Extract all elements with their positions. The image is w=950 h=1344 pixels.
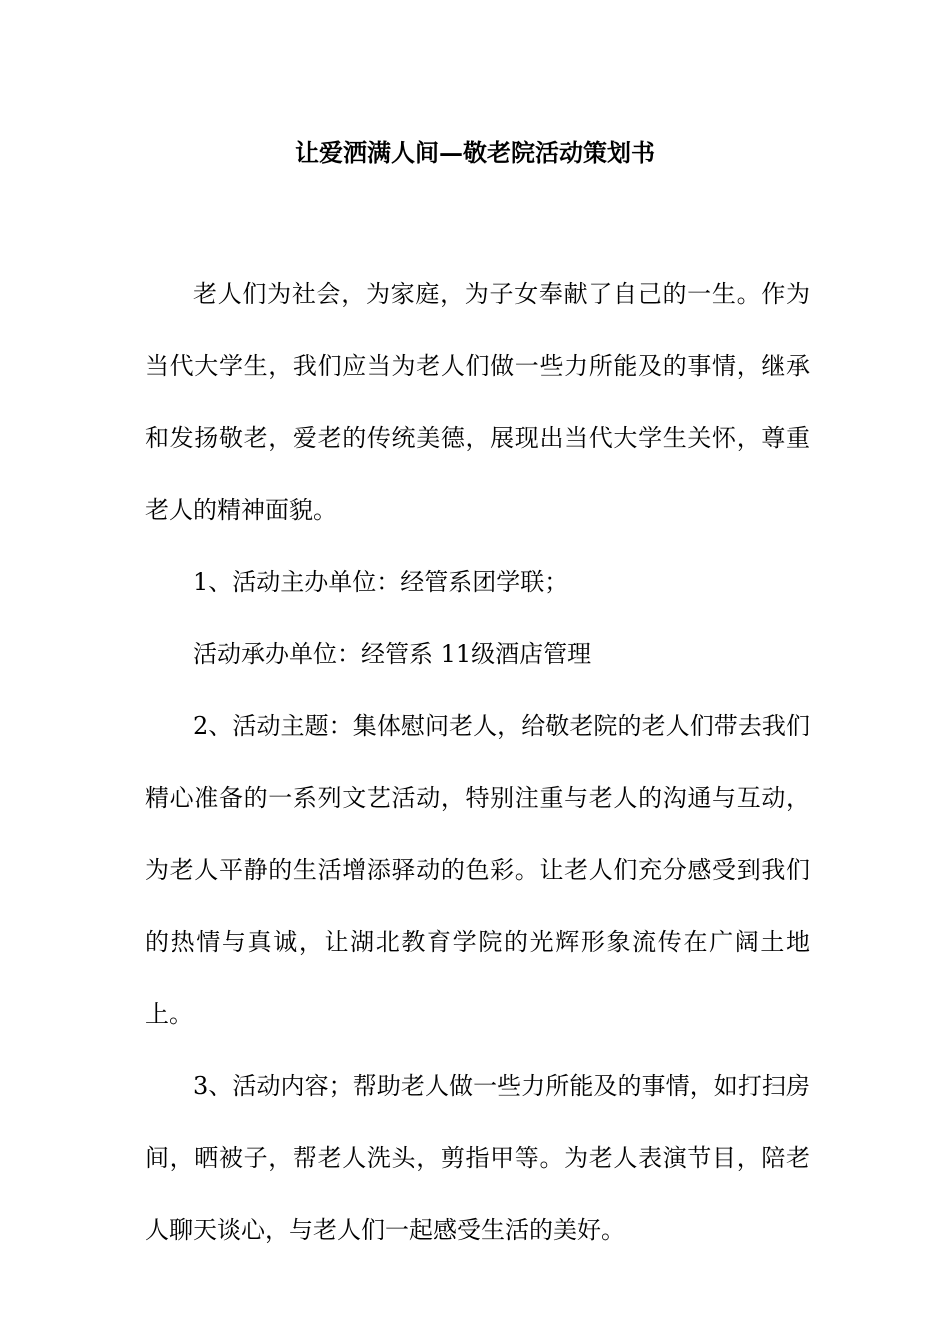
- paragraph-theme: 2、活动主题：集体慰问老人，给敬老院的老人们带去我们精心准备的一系列文艺活动，特别注重与老人的沟通与互动，为老人平静的生活增添驿动的色彩。让老人们充分感受到我们的热情与真诚，让湖北教育学院的光辉形象流传在广阔土地上。: [145, 712, 810, 1028]
- document-body: [145, 258, 810, 1266]
- paragraph-intro: 老人们为社会，为家庭，为子女奉献了自己的一生。作为当代大学生，我们应当为老人们做一些力所能及的事情，继承和发扬敬老，爱老的传统美德，展现出当代大学生关怀，尊重老人的精神面貌。: [145, 280, 810, 524]
- paragraph-organizer: 1、活动主办单位：经管系团学联；: [193, 568, 569, 596]
- paragraph-content: 3、活动内容；帮助老人做一些力所能及的事情，如打扫房间，晒被子，帮老人洗头，剪指甲等。为老人表演节目，陪老人聊天谈心，与老人们一起感受生活的美好。: [145, 1072, 810, 1244]
- paragraph-co-organizer: 活动承办单位：经管系 11级酒店管理: [193, 640, 592, 668]
- document-title: 让爱洒满人间—敬老院活动策划书: [295, 138, 655, 167]
